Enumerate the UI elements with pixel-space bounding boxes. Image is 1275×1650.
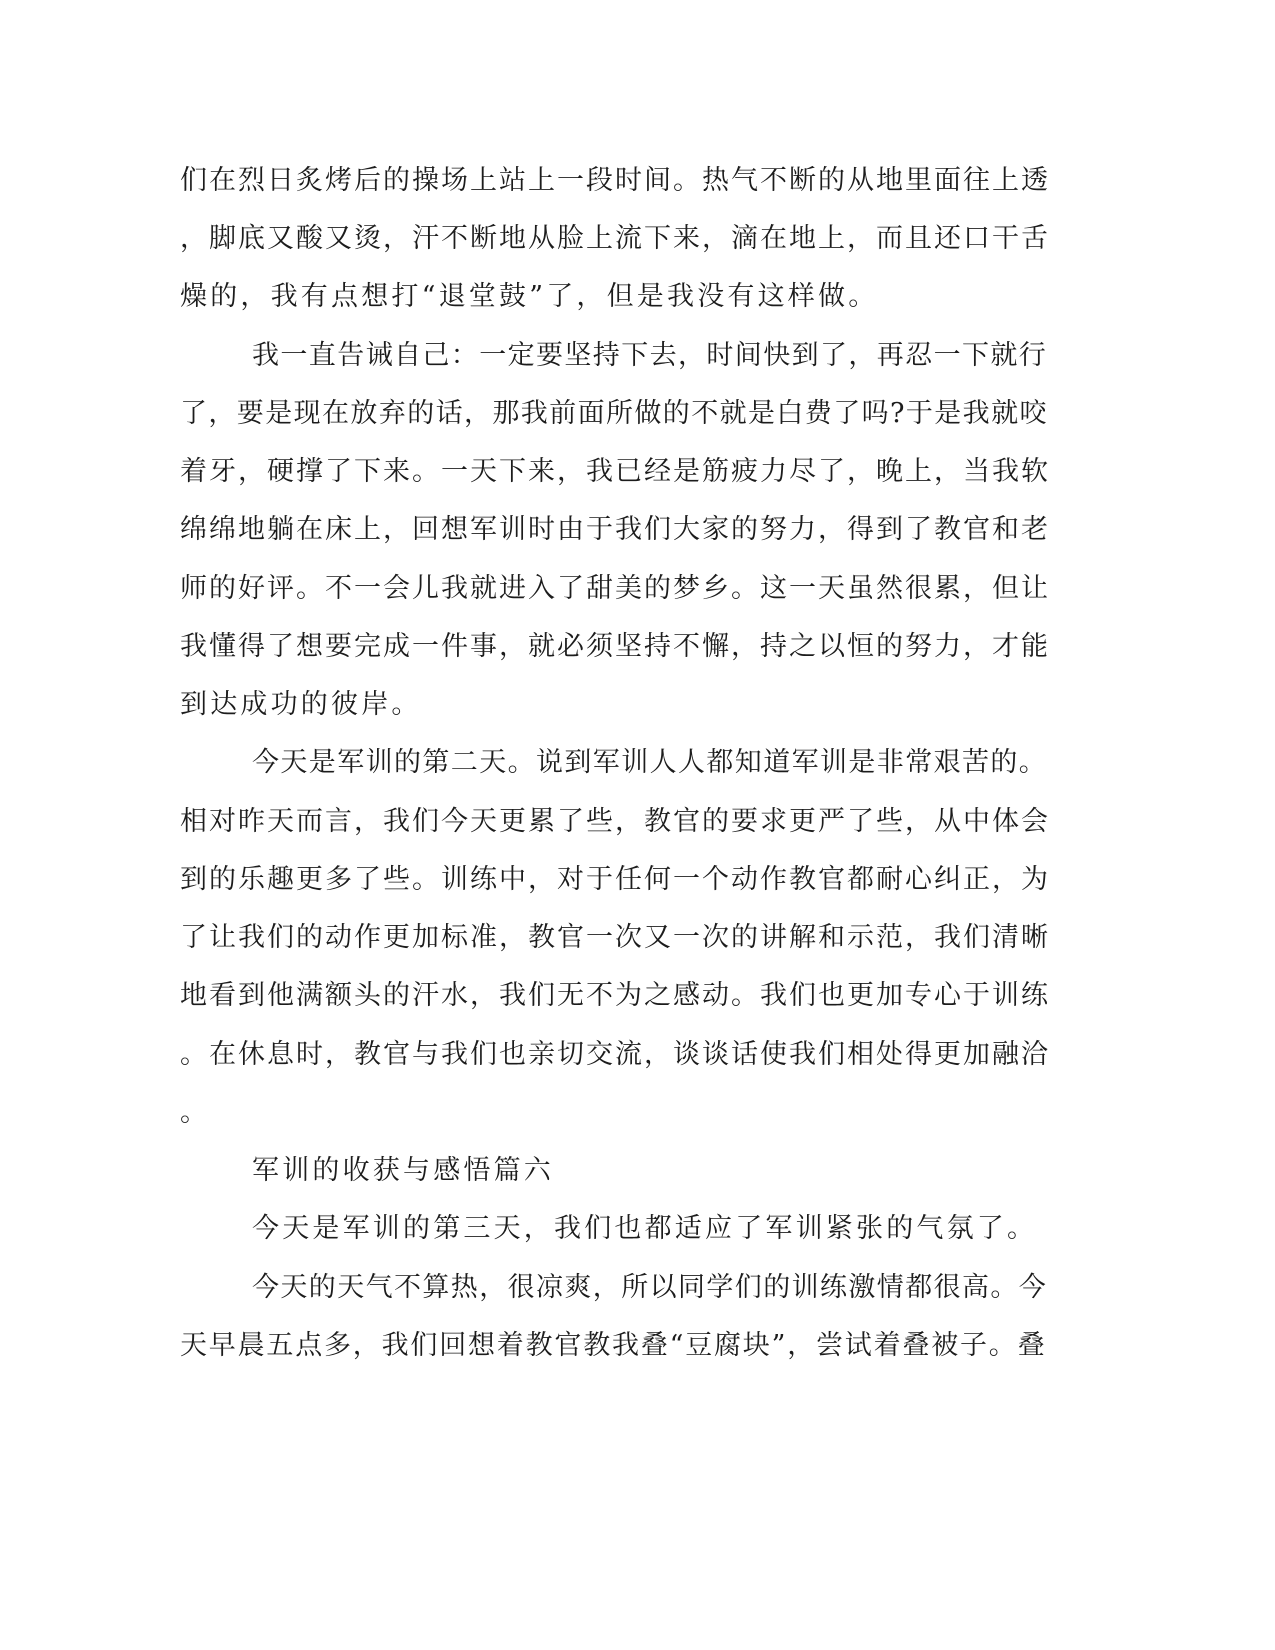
text-line: 地看到他满额头的汗水，我们无不为之感动。我们也更加专心于训练 [180,980,1050,1011]
paragraph-start-line: 今天的天气不算热，很凉爽，所以同学们的训练激情都很高。今 [252,1272,1048,1303]
text-line: 天早晨五点多，我们回想着教官教我叠“豆腐块”，尝试着叠被子。叠 [180,1330,1047,1361]
text-line: 燥的，我有点想打“退堂鼓”了，但是我没有这样做。 [180,281,879,312]
paragraph-start-line: 今天是军训的第二天。说到军训人人都知道军训是非常艰苦的。 [252,747,1048,778]
text-line: 着牙，硬撑了下来。一天下来，我已经是筋疲力尽了，晚上，当我软 [180,456,1050,487]
text-line: ，脚底又酸又烫，汗不断地从脸上流下来，滴在地上，而且还口干舌 [180,223,1050,254]
text-line: 绵绵地躺在床上，回想军训时由于我们大家的努力，得到了教官和老 [180,514,1050,545]
section-heading: 军训的收获与感悟篇六 [252,1155,554,1186]
text-line: 。在休息时，教官与我们也亲切交流，谈谈话使我们相处得更加融洽 [180,1039,1050,1070]
text-line: 到达成功的彼岸。 [180,689,422,720]
text-line: 我懂得了想要完成一件事，就必须坚持不懈，持之以恒的努力，才能 [180,631,1050,662]
text-line: 相对昨天而言，我们今天更累了些，教官的要求更严了些，从中体会 [180,806,1050,837]
text-line: 们在烈日炙烤后的操场上站上一段时间。热气不断的从地里面往上透 [180,165,1050,196]
text-line: 师的好评。不一会儿我就进入了甜美的梦乡。这一天虽然很累，但让 [180,573,1050,604]
text-line: 了，要是现在放弃的话，那我前面所做的不就是白费了吗?于是我就咬 [180,398,1048,429]
text-line: 。 [180,1097,211,1128]
paragraph-start-line: 我一直告诫自己：一定要坚持下去，时间快到了，再忍一下就行 [252,340,1048,371]
text-line: 到的乐趣更多了些。训练中，对于任何一个动作教官都耐心纠正，为 [180,864,1050,895]
paragraph-start-line: 今天是军训的第三天，我们也都适应了军训紧张的气氛了。 [252,1213,1038,1244]
text-line: 了让我们的动作更加标准，教官一次又一次的讲解和示范，我们清晰 [180,922,1050,953]
